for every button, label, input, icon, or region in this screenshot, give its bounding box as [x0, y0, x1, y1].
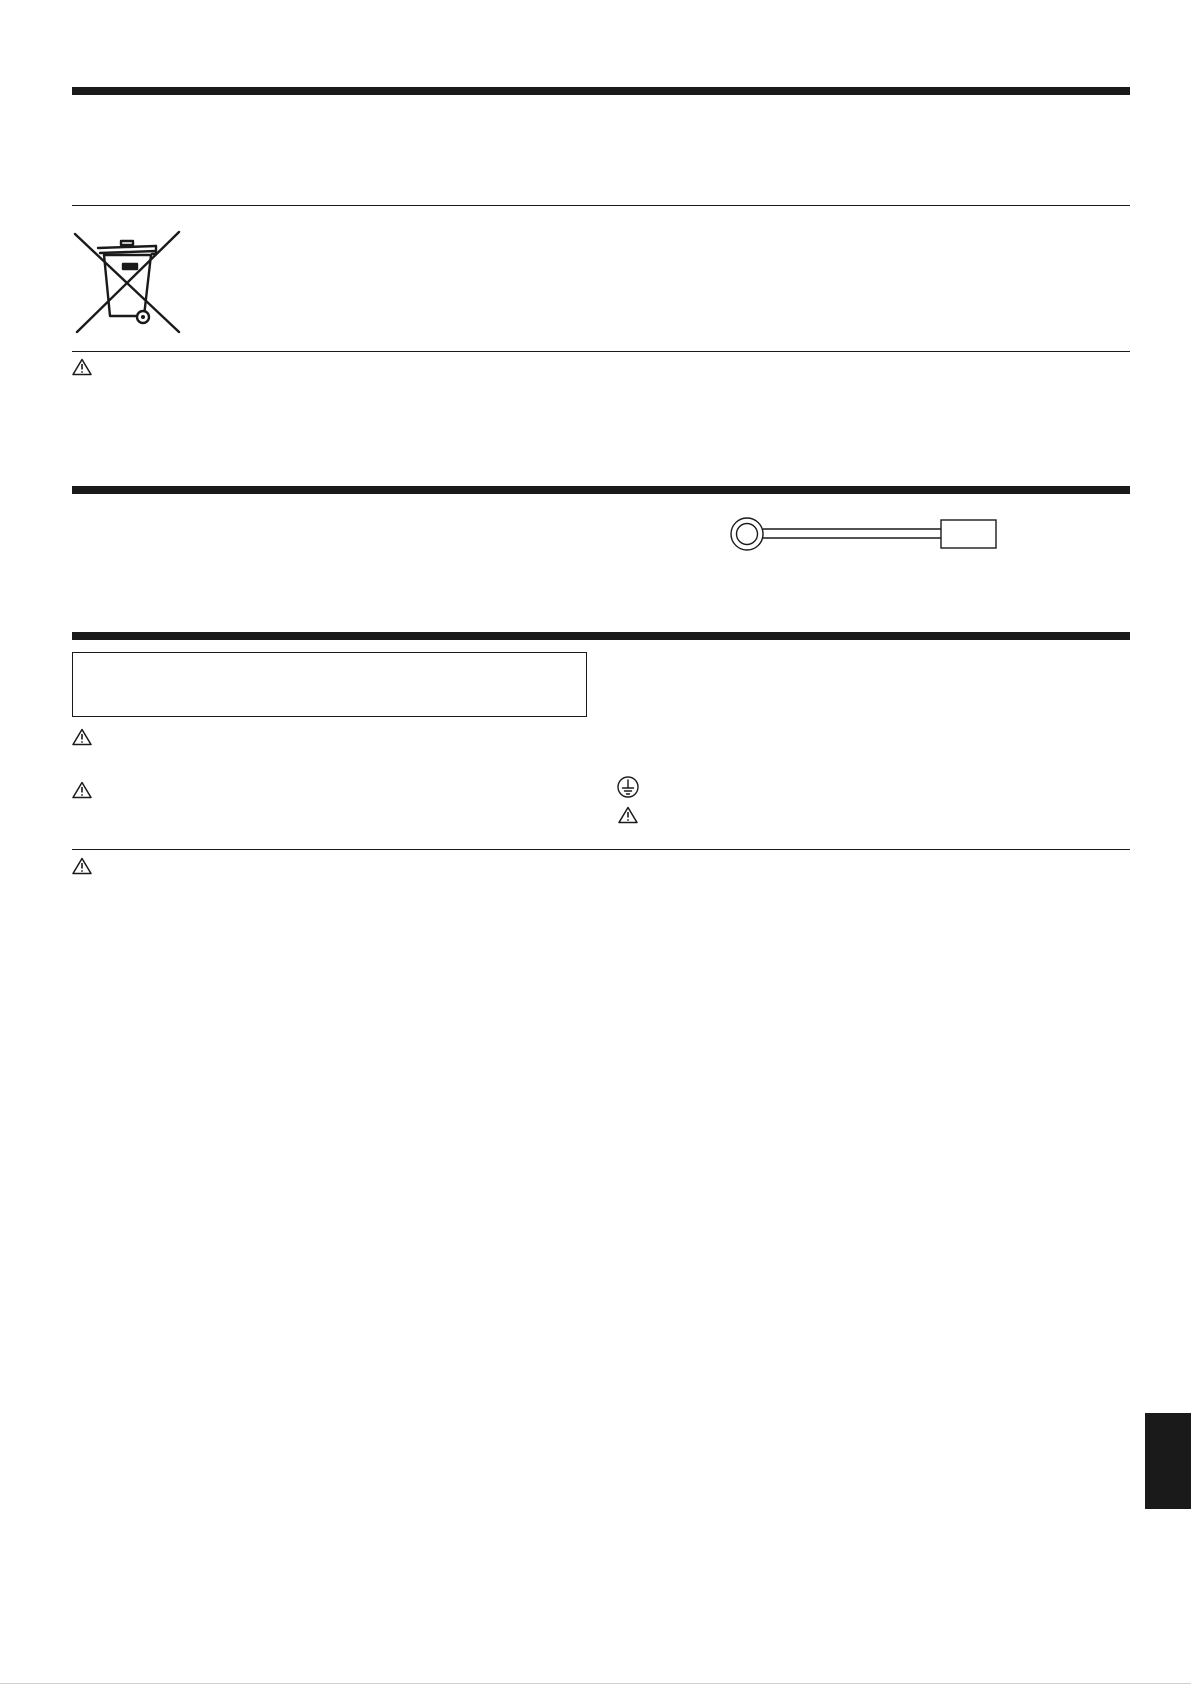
weee-crossed-bin-icon [72, 228, 184, 336]
warning-triangle-icon [72, 857, 92, 875]
framed-note-box [72, 652, 587, 717]
earth-ground-icon [617, 776, 639, 798]
section-1-bar [72, 87, 1130, 95]
section-3-bar [72, 632, 1130, 640]
disposal-divider [72, 351, 1130, 352]
section-1-divider [72, 205, 1130, 206]
side-tab [1145, 1413, 1191, 1509]
page-bottom-edge [0, 1683, 1191, 1684]
warning-triangle-icon [618, 806, 638, 824]
cable-ring-terminal-icon [728, 516, 1000, 552]
section-3-divider [72, 849, 1130, 850]
warning-triangle-icon [72, 728, 92, 746]
warning-triangle-icon [72, 358, 92, 376]
section-2-bar [72, 486, 1130, 494]
warning-triangle-icon [72, 781, 92, 799]
